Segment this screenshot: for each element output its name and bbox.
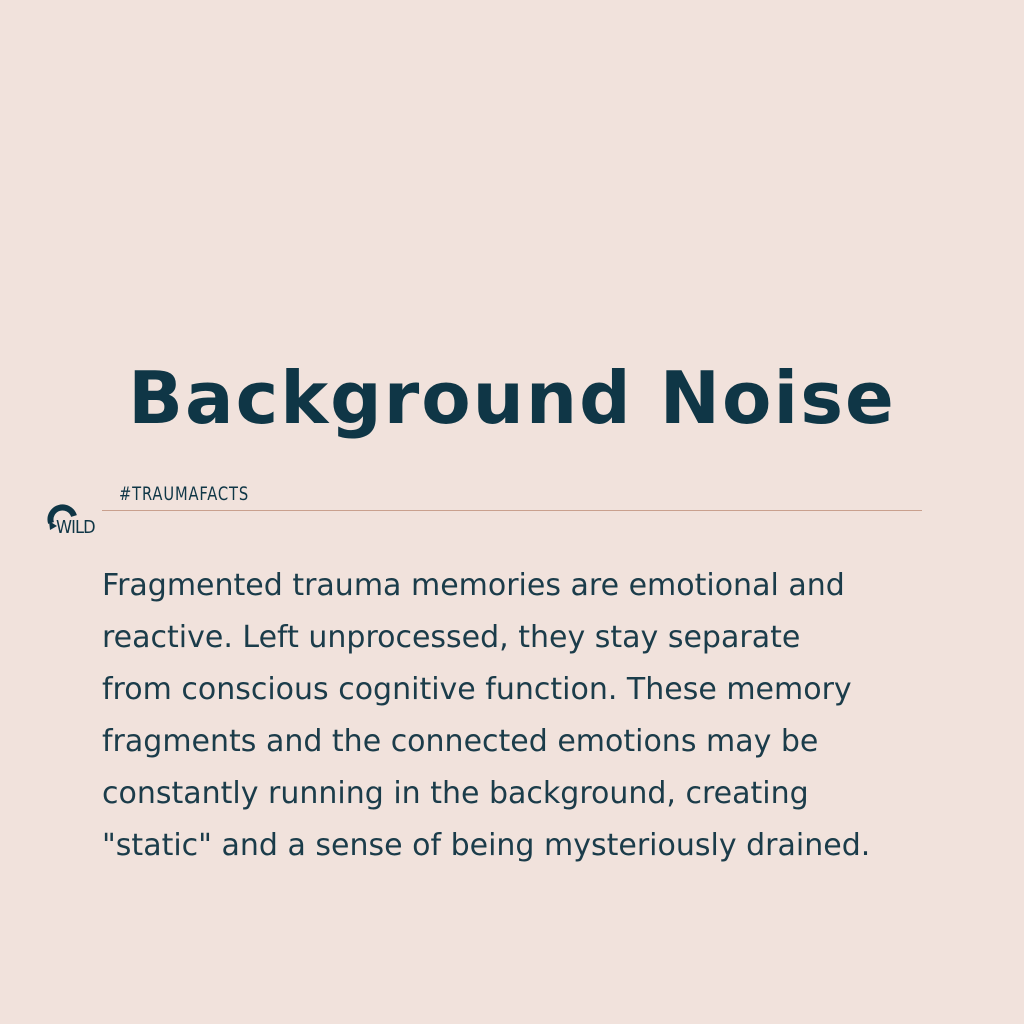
divider-line: [102, 510, 922, 511]
body-line: Fragmented trauma memories are emotional and: [102, 568, 845, 603]
body-paragraph: [102, 560, 932, 872]
wild-logo: [38, 490, 102, 536]
body-line: from conscious cognitive function. These memory: [102, 672, 852, 707]
page-title: Background Noise: [128, 356, 896, 440]
hashtag-label: #TRAUMAFACTS: [119, 483, 250, 505]
body-line: fragments and the connected emotions may be: [102, 724, 819, 759]
logo-text: WILD: [56, 517, 95, 536]
body-line: "static" and a sense of being mysteriously drained.: [102, 828, 871, 863]
body-line: reactive. Left unprocessed, they stay separate: [102, 620, 801, 655]
body-line: constantly running in the background, creating: [102, 776, 809, 811]
wild-logo-mark: [38, 490, 102, 536]
